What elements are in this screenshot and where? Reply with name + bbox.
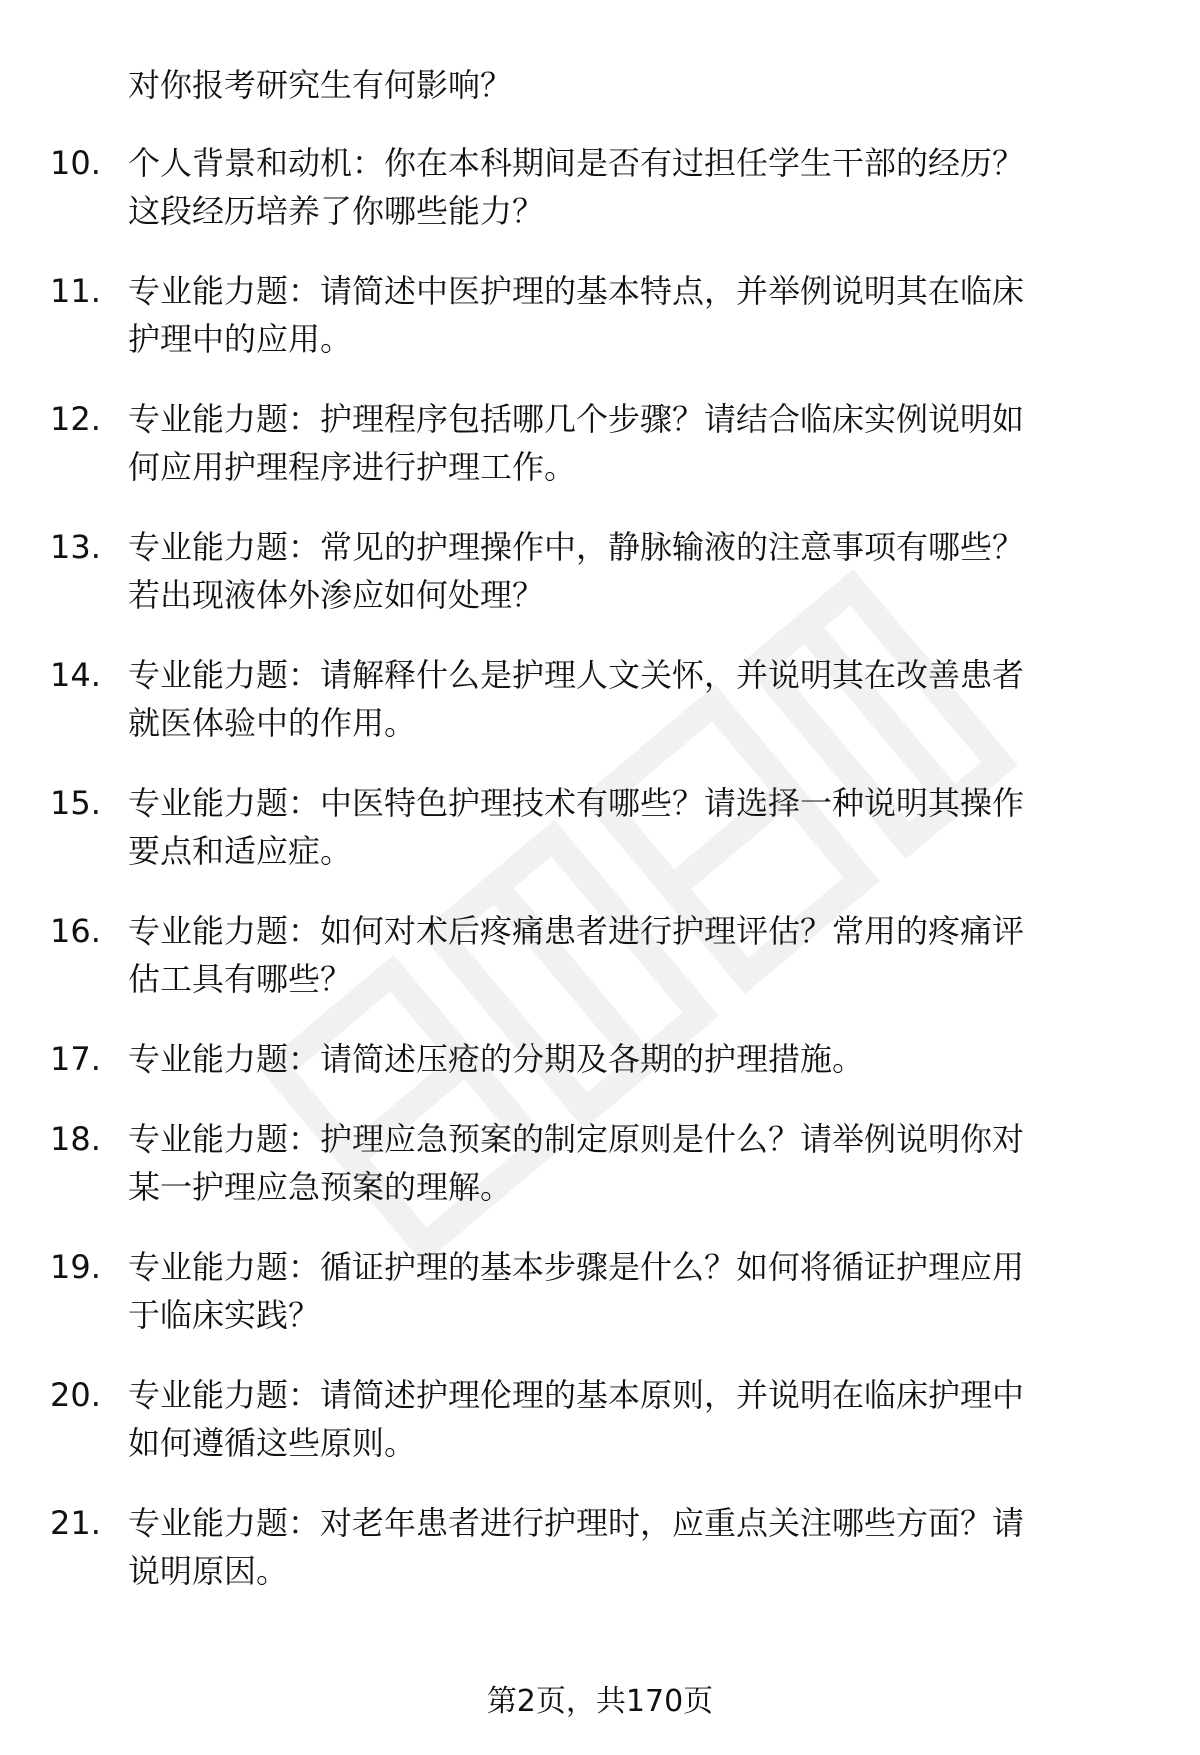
question-text-line1: 专业能力题：如何对术后疼痛患者进行护理评估？常用的疼痛评 [128, 912, 1025, 950]
question-item [0, 780, 1200, 876]
question-number: 16. [50, 912, 101, 950]
question-text-line2: 估工具有哪些？ [128, 960, 353, 998]
question-number: 13. [50, 528, 101, 566]
question-item [0, 652, 1200, 748]
question-item [0, 396, 1200, 492]
question-text-line2: 说明原因。 [128, 1552, 289, 1590]
question-text-line2: 若出现液体外渗应如何处理？ [128, 576, 545, 614]
page-footer: 第2页，共170页 [486, 1684, 714, 1719]
question-number: 12. [50, 400, 101, 438]
question-text-line1: 个人背景和动机：你在本科期间是否有过担任学生干部的经历？ [128, 144, 1025, 182]
question-number: 19. [50, 1248, 101, 1286]
question-text-line1: 专业能力题：请解释什么是护理人文关怀，并说明其在改善患者 [128, 656, 1025, 694]
question-item [0, 1116, 1200, 1212]
continued-question-text: 对你报考研究生有何影响？ [128, 66, 513, 104]
question-text-line1: 专业能力题：请简述压疮的分期及各期的护理措施。 [128, 1040, 865, 1078]
question-number: 17. [50, 1040, 101, 1078]
question-text-line2: 于临床实践？ [128, 1296, 321, 1334]
question-item [0, 1372, 1200, 1468]
question-item [0, 908, 1200, 1004]
question-text-line1: 专业能力题：护理应急预案的制定原则是什么？请举例说明你对 [128, 1120, 1025, 1158]
question-text-line1: 专业能力题：常见的护理操作中，静脉输液的注意事项有哪些？ [128, 528, 1025, 566]
question-item [0, 268, 1200, 364]
question-list [0, 140, 1200, 1628]
question-text-line1: 专业能力题：请简述护理伦理的基本原则，并说明在临床护理中 [128, 1376, 1025, 1414]
question-item [0, 1244, 1200, 1340]
question-item [0, 524, 1200, 620]
question-number: 15. [50, 784, 101, 822]
question-text-line1: 专业能力题：循证护理的基本步骤是什么？如何将循证护理应用 [128, 1248, 1025, 1286]
question-text-line1: 专业能力题：对老年患者进行护理时，应重点关注哪些方面？请 [128, 1504, 1025, 1542]
question-text-line1: 专业能力题：中医特色护理技术有哪些？请选择一种说明其操作 [128, 784, 1025, 822]
question-number: 10. [50, 144, 101, 182]
question-item [0, 140, 1200, 236]
question-text-line2: 某一护理应急预案的理解。 [128, 1168, 513, 1206]
question-text-line1: 专业能力题：请简述中医护理的基本特点，并举例说明其在临床 [128, 272, 1025, 310]
question-item [0, 1500, 1200, 1596]
question-text-line2: 这段经历培养了你哪些能力？ [128, 192, 545, 230]
question-text-line2: 护理中的应用。 [128, 320, 353, 358]
question-text-line1: 专业能力题：护理程序包括哪几个步骤？请结合临床实例说明如 [128, 400, 1025, 438]
question-number: 11. [50, 272, 101, 310]
question-text-line2: 要点和适应症。 [128, 832, 353, 870]
question-text-line2: 如何遵循这些原则。 [128, 1424, 417, 1462]
question-item [0, 1036, 1200, 1084]
question-number: 20. [50, 1376, 101, 1414]
question-text-line2: 就医体验中的作用。 [128, 704, 417, 742]
question-text-line2: 何应用护理程序进行护理工作。 [128, 448, 577, 486]
question-number: 21. [50, 1504, 101, 1542]
question-number: 14. [50, 656, 101, 694]
question-number: 18. [50, 1120, 101, 1158]
